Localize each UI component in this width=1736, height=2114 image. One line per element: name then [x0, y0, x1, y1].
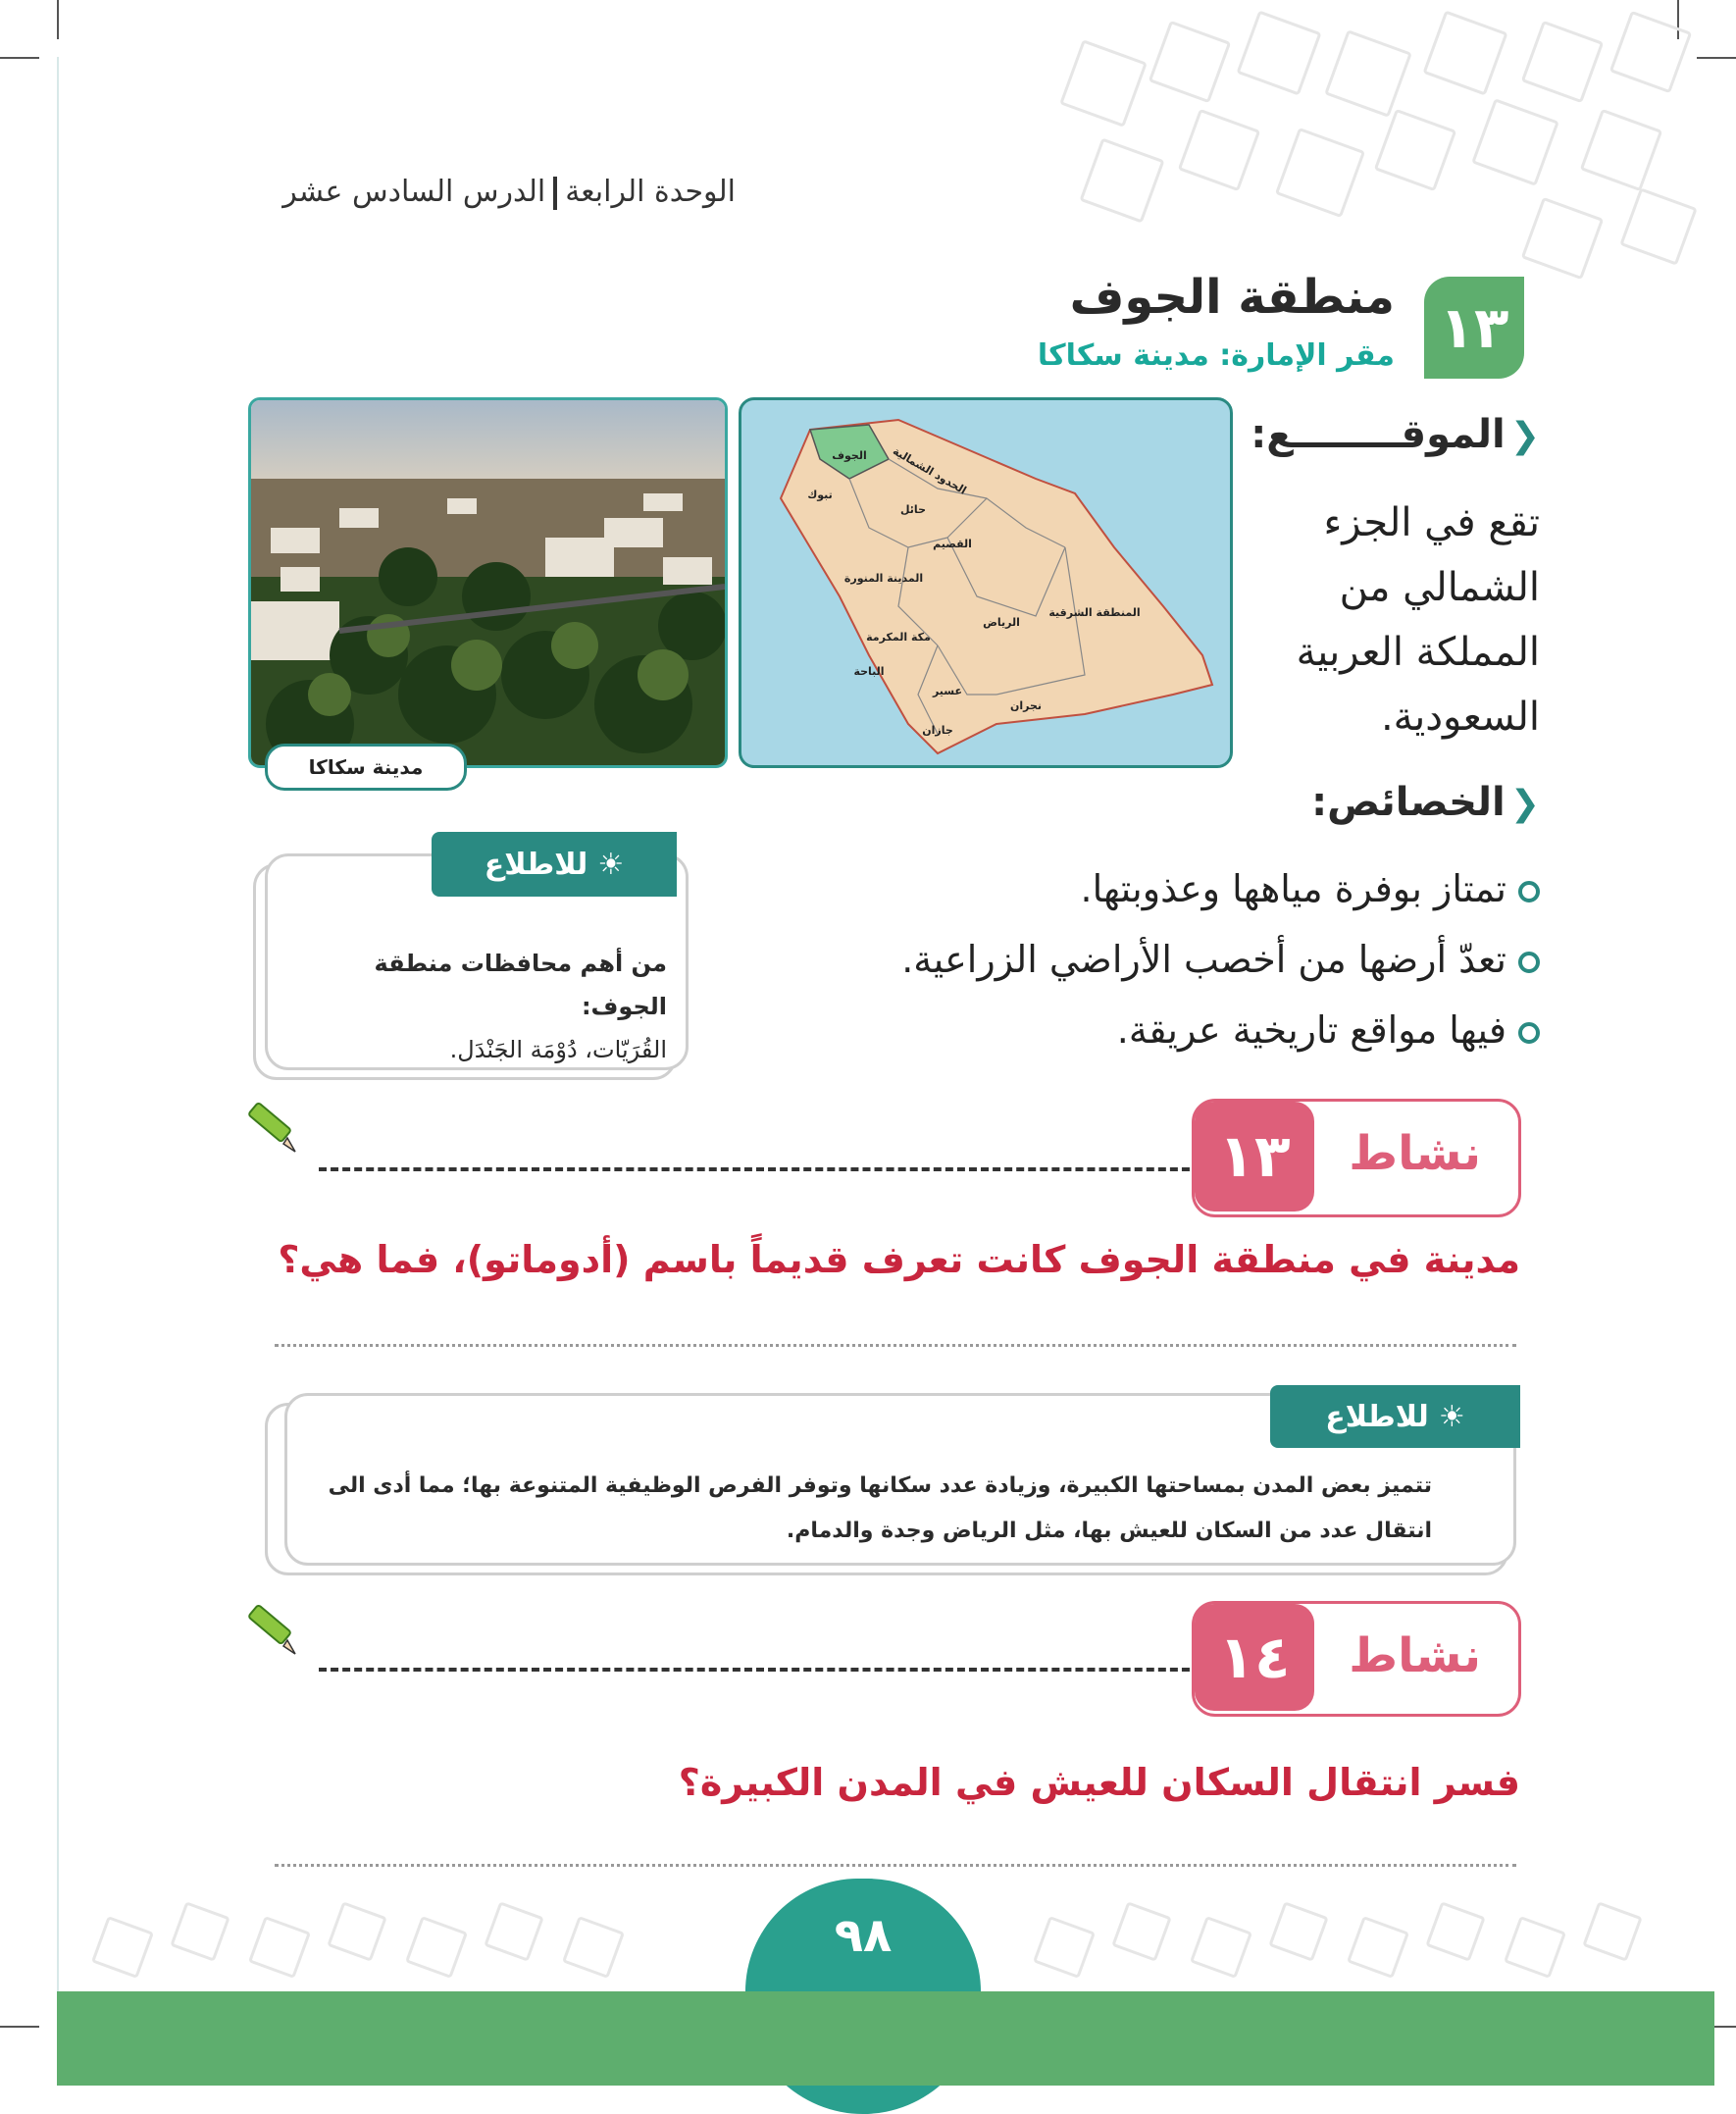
- info-tag: [1270, 1385, 1520, 1448]
- info-line: القُرَيّات، دُوْمَة الجَنْدَل.: [449, 1036, 667, 1063]
- page-title: منطقة الجوف: [1069, 270, 1395, 325]
- footer-bar-overlay: [57, 1991, 1714, 2086]
- map-label: تبوك: [807, 489, 833, 501]
- chevron-left-icon: ❮: [1509, 416, 1540, 456]
- crop-mark: [0, 57, 39, 59]
- map-label: جازان: [922, 724, 953, 737]
- answer-line[interactable]: [275, 1864, 1516, 1867]
- crop-mark: [1697, 57, 1736, 59]
- pencil-icon: [240, 1097, 299, 1156]
- features-title: الخصائص:: [1311, 780, 1506, 825]
- chevron-left-icon: ❮: [1509, 784, 1540, 824]
- map-label: القصيم: [933, 538, 972, 550]
- lightbulb-icon: ☀: [597, 847, 625, 882]
- activity-number: ١٣: [1195, 1102, 1314, 1212]
- map-label: الحدود الشمالية: [890, 444, 969, 497]
- page-margin-line: [57, 57, 59, 2029]
- info-tag-label: للاطلاع: [484, 847, 588, 882]
- lesson-label: الدرس السادس عشر: [282, 175, 546, 209]
- sakaka-photo-illustration: [251, 400, 725, 765]
- breadcrumb-separator: [553, 177, 557, 210]
- info-body: [284, 942, 667, 1071]
- dashed-line: [319, 1167, 1201, 1171]
- activity-label: نشاط: [1349, 1126, 1481, 1181]
- info-line: من أهم محافظات منطقة الجوف:: [374, 950, 667, 1020]
- crop-mark: [0, 2026, 39, 2028]
- location-text: تقع في الجزء الشمالي من المملكة العربية السعودية.: [1296, 500, 1540, 740]
- map-label: مكة المكرمة: [866, 631, 931, 644]
- info-body: تتميز بعض المدن بمساحتها الكبيرة، وزيادة عدد سكانها وتوفر الفرص الوظيفية المتنوعة بها؛ مما أدى الى انتقال عدد من السكان للعيش بها، مثل الرياض وجدة والدمام.: [328, 1473, 1432, 1543]
- breadcrumb: [245, 175, 736, 210]
- map-label: الرياض: [983, 616, 1020, 629]
- dashed-line: [319, 1668, 1201, 1672]
- list-item: [657, 924, 1540, 995]
- page-number: ٩٨: [834, 1908, 893, 1963]
- crop-mark: [57, 0, 59, 39]
- bullet-icon: [1518, 881, 1540, 902]
- lightbulb-icon: ☀: [1438, 1399, 1465, 1434]
- map-illustration: [741, 400, 1230, 765]
- map-label: المدينة المنورة: [843, 572, 924, 585]
- features-heading: [1311, 780, 1540, 825]
- map-label: الجوف: [832, 449, 867, 462]
- map-label: نجران: [1009, 699, 1043, 712]
- unit-label: الوحدة الرابعة: [565, 175, 736, 209]
- info-tag: [432, 832, 677, 897]
- activity-number: ١٤: [1195, 1604, 1314, 1711]
- bullet-icon: [1518, 1022, 1540, 1044]
- map-label: عسير: [932, 685, 963, 697]
- info-tag-label: للاطلاع: [1325, 1399, 1429, 1434]
- activity-question: فسر انتقال السكان للعيش في المدن الكبيرة؟: [678, 1761, 1520, 1804]
- activity-question: مدينة في منطقة الجوف كانت تعرف قديماً باسم (أدوماتو)، فما هي؟: [278, 1238, 1520, 1281]
- features-list: [657, 853, 1540, 1065]
- location-title: الموقــــــــع:: [1251, 412, 1506, 457]
- feature-text: تمتاز بوفرة مياهها وعذوبتها.: [1080, 867, 1506, 910]
- list-item: [657, 995, 1540, 1065]
- feature-text: تعدّ أرضها من أخصب الأراضي الزراعية.: [901, 938, 1506, 981]
- map-label: المنطقة الشرقية: [1048, 606, 1141, 619]
- photo-caption: مدينة سكاكا: [265, 744, 467, 791]
- list-item: [657, 853, 1540, 924]
- region-number-badge: ١٣: [1424, 277, 1524, 379]
- feature-text: فيها مواقع تاريخية عريقة.: [1116, 1008, 1506, 1052]
- pencil-icon: [240, 1599, 299, 1658]
- location-heading: [1251, 412, 1540, 457]
- bullet-icon: [1518, 952, 1540, 973]
- city-photo: [248, 397, 728, 768]
- saudi-regions-map: [739, 397, 1233, 768]
- map-label: حائل: [899, 503, 927, 516]
- activity-label: نشاط: [1349, 1628, 1481, 1683]
- answer-line[interactable]: [275, 1344, 1516, 1347]
- map-label: الباحة: [853, 665, 885, 678]
- region-capital: مقر الإمارة: مدينة سكاكا: [1037, 338, 1395, 373]
